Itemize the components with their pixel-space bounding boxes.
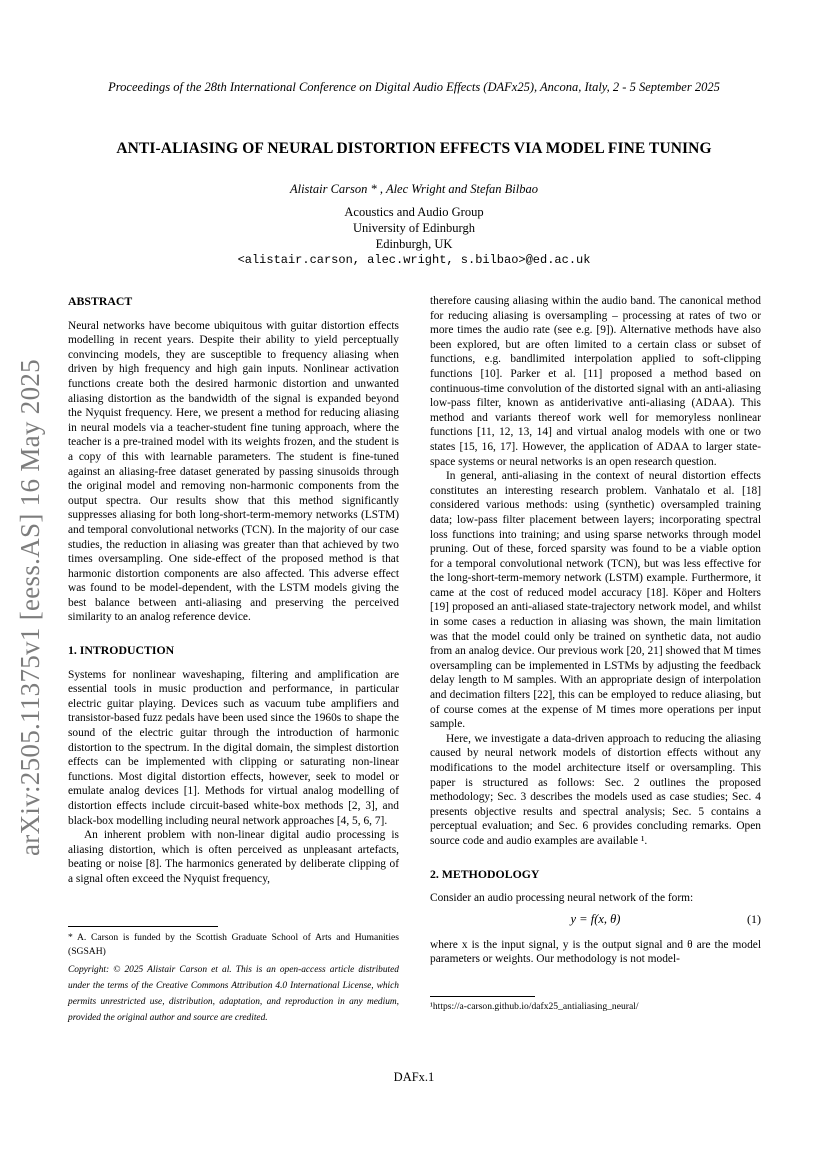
- author-emails: <alistair.carson, alec.wright, s.bilbao>@ed.ac.uk: [237, 253, 591, 267]
- footnote-rule: [68, 926, 218, 927]
- right-footnote: [430, 996, 761, 1012]
- project-url-footnote[interactable]: ¹https://a-carson.github.io/dafx25_antialiasing_neural/: [430, 1001, 639, 1012]
- footnote-rule-right: [430, 996, 535, 997]
- left-column: [68, 294, 399, 887]
- affiliation-university: University of Edinburgh: [353, 221, 475, 235]
- abstract-text: Neural networks have become ubiquitous with guitar distortion effects modelling in recent years. Despite their ability to yield perceptually convincing models, they are susceptible to frequency aliasing when driven by high frequency and high gain inputs. Nonlinear activation functions create both the desired harmonic distortion and unwanted aliasing distortion as the bandwidth of the signal is expanded beyond the Nyquist frequency. Here, we present a method for reducing aliasing in neural models via a teacher-student fine tuning approach, where the teacher is a pre-trained model with its weights frozen, and the student is a copy of this with learnable parameters. The student is fine-tuned against an aliasing-free dataset generated by passing sinusoids through the original model and removing non-harmonic components from the output spectra. Our results show that this method significantly suppresses aliasing for both long-short-term-memory networks (LSTM) and temporal convolutional networks (TCN). In the majority of our case studies, the reduction in aliasing was greater than that achieved by two times oversampling. One side-effect of the proposed method is that harmonic distortion components are also affected. This adverse effect was found to be model-dependent, with the LSTM models giving the best balance between anti-aliasing and preserving the perceived similarity to an analog reference device.: [68, 319, 399, 624]
- page-number: DAFx.1: [393, 1070, 435, 1084]
- methodology-paragraph-1: Consider an audio processing neural network of the form:: [430, 892, 694, 905]
- introduction-paragraph-5: Here, we investigate a data-driven approach to reducing the aliasing caused by neural network models of distortion effects without any modifications to the model architecture itself or oversampling. This paper is structured as follows: Sec. 2 outlines the proposed methodology; Sec. 3 describes the models used as case studies; Sec. 4 presents objective results and spectral analysis; Sec. 5 contains a perceptual evaluation; and Sec. 6 provides concluding remarks. Open source code and audio examples are available ¹.: [430, 732, 761, 847]
- introduction-paragraph-4: In general, anti-aliasing in the context of neural distortion effects constitutes an interesting research problem. Vanhatalo et al. [18] considered various methods: using (synthetic) oversampled training data; low-pass filter placement between layers; incorporating spectral loss functions into training; and using sparse networks through model pruning. Out of these, forced sparsity was found to be a viable option for a temporal convolutional network (TCN), but was less effective for the long-short-term-memory network (LSTM) example. Furthermore, it came at the cost of reduced model accuracy [18]. Köper and Holters [19] proposed an anti-aliased state-trajectory network model, and whilst in some cases a reduction in aliasing was shown, the main limitation was that the model could only be trained on synthetic data, not audio from an analog device. Our previous work [20, 21] showed that M times oversampling can be implemented in LSTMs by adjusting the feedback delay length to M samples. With an appropriate design of interpolation and decimation filters [22], this can be employed to reduce aliasing, but of course comes at the expense of M times more operations per input sample.: [430, 470, 761, 731]
- affiliation-city: Edinburgh, UK: [375, 237, 453, 251]
- arxiv-identifier: arXiv:2505.11375v1 [eess.AS] 16 May 2025: [14, 358, 45, 856]
- left-footnotes: [68, 926, 399, 1026]
- affiliation-block: [0, 204, 828, 268]
- introduction-paragraph-1: Systems for nonlinear waveshaping, filtering and amplification are essential tools in music production and performance, in particular electric guitar playing. Devices such as vacuum tube amplifiers and transistor-based fuzz pedals have been used since the 1960s to shape the sound of the electric guitar through the introduction of harmonic distortion to the spectrum. In the digital domain, the simplest distortion effects can be implemented with clipping or saturating non-linear functions. Most digital distortion effects, however, seek to model or emulate analog devices [1]. Methods for virtual analog modelling of distortion effects include circuit-based white-box methods [2, 3], and black-box modelling including neural network approaches [4, 5, 6, 7].: [68, 668, 399, 827]
- introduction-heading: 1. INTRODUCTION: [68, 643, 175, 658]
- abstract-heading: ABSTRACT: [68, 294, 133, 308]
- introduction-paragraph-2: An inherent problem with non-linear digital audio processing is aliasing distortion, which is often perceived as unpleasant artefacts, beating or noise [8]. The harmonics generated by deliberate clipping of a signal often exceed the Nyquist frequency,: [68, 829, 399, 885]
- equation-number: (1): [747, 911, 761, 926]
- arxiv-sidebar: [4, 346, 56, 868]
- equation-1: [430, 912, 761, 934]
- right-column: [430, 294, 761, 967]
- introduction-paragraph-3: therefore causing aliasing within the audio band. The canonical method for reducing aliasing is oversampling – processing at rates of two or more times the audio rate (see e.g. [9]). Alternative methods have also been explored, but are often limited to a certain class or subset of functions, e.g. bandlimited interpolation applied to soft-clipping functions [10]. Parker et al. [11] proposed a method based on continuous-time convolution of the distorted signal with an anti-aliasing low-pass filter, known as antiderivative anti-aliasing (ADAA). This method and variants thereof work well for memoryless nonlinear functions [11, 12, 13, 14] and virtual analog models with one or two states [15, 16, 17]. However, the application of ADAA to larger state-space systems or neural networks is an open research question.: [430, 295, 761, 468]
- paper-title: ANTI-ALIASING OF NEURAL DISTORTION EFFECTS VIA MODEL FINE TUNING: [116, 140, 712, 157]
- funding-footnote: * A. Carson is funded by the Scottish Graduate School of Arts and Humanities (SGSAH): [68, 932, 399, 957]
- copyright-notice: Copyright: © 2025 Alistair Carson et al. This is an open-access article distributed under the terms of the Creative Commons Attribution 4.0 International License, which permits unrestricted use, distribution, adaptation, and reproduction in any medium, provided the original author and source are credited.: [68, 965, 399, 1023]
- equation-body: y = f(x, θ): [570, 911, 621, 926]
- methodology-heading: 2. METHODOLOGY: [430, 866, 540, 881]
- author-list: Alistair Carson * , Alec Wright and Stefan Bilbao: [289, 182, 539, 196]
- running-header: Proceedings of the 28th International Conference on Digital Audio Effects (DAFx25), Ancona, Italy, 2 - 5 September 2025: [108, 80, 720, 94]
- affiliation-group: Acoustics and Audio Group: [344, 205, 484, 219]
- methodology-paragraph-2: where x is the input signal, y is the output signal and θ are the model parameters or weights. Our methodology is not model-: [430, 938, 761, 966]
